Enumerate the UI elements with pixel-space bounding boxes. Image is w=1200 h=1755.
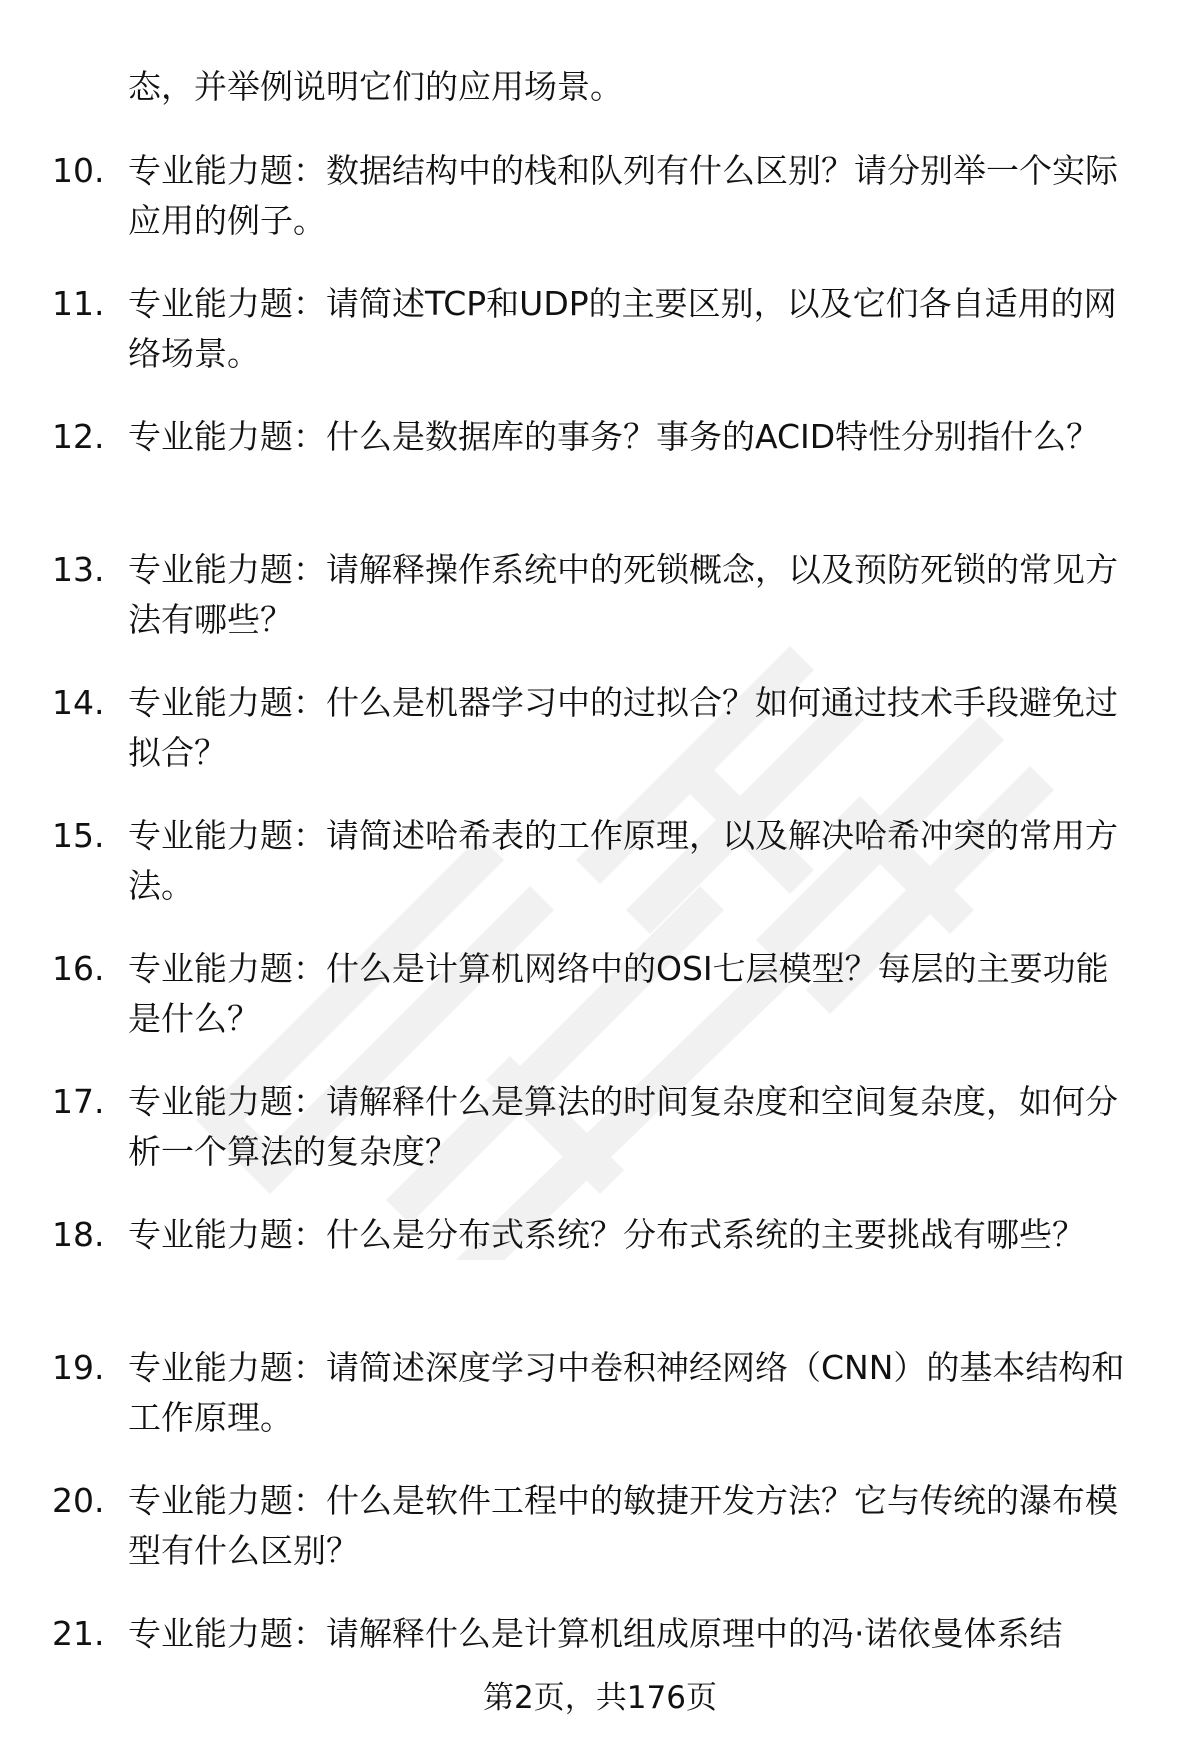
question-item xyxy=(0,146,1200,279)
question-number: 12. xyxy=(52,417,105,456)
question-number: 21. xyxy=(52,1614,105,1653)
question-number: 17. xyxy=(52,1082,105,1121)
question-number: 10. xyxy=(52,151,105,190)
question-number: 16. xyxy=(52,949,105,988)
question-item xyxy=(0,811,1200,944)
question-number: 15. xyxy=(52,816,105,855)
question-text: 专业能力题：请解释操作系统中的死锁概念，以及预防死锁的常见方法有哪些？ xyxy=(128,550,1118,639)
question-text: 专业能力题：什么是分布式系统？分布式系统的主要挑战有哪些？ xyxy=(128,1215,1085,1254)
question-number: 18. xyxy=(52,1215,105,1254)
question-item xyxy=(0,1077,1200,1210)
question-text: 专业能力题：请简述深度学习中卷积神经网络（CNN）的基本结构和工作原理。 xyxy=(128,1348,1125,1437)
question-text: 专业能力题：请简述TCP和UDP的主要区别，以及它们各自适用的网络场景。 xyxy=(128,284,1117,373)
question-text: 专业能力题：请简述哈希表的工作原理，以及解决哈希冲突的常用方法。 xyxy=(128,816,1118,905)
question-item xyxy=(0,944,1200,1077)
question-item xyxy=(0,545,1200,678)
question-item xyxy=(0,1476,1200,1609)
question-item xyxy=(0,678,1200,811)
question-text: 专业能力题：数据结构中的栈和队列有什么区别？请分别举一个实际应用的例子。 xyxy=(128,151,1118,240)
question-text: 专业能力题：什么是数据库的事务？事务的ACID特性分别指什么？ xyxy=(128,417,1100,456)
question-list xyxy=(0,146,1200,1742)
question-text: 专业能力题：请解释什么是计算机组成原理中的冯·诺依曼体系结 xyxy=(128,1614,1063,1653)
question-item xyxy=(0,1343,1200,1476)
question-text: 专业能力题：什么是计算机网络中的OSI七层模型？每层的主要功能是什么？ xyxy=(128,949,1109,1038)
question-text: 专业能力题：什么是软件工程中的敏捷开发方法？它与传统的瀑布模型有什么区别？ xyxy=(128,1481,1118,1570)
question-number: 19. xyxy=(52,1348,105,1387)
question-item xyxy=(0,412,1200,545)
question-number: 14. xyxy=(52,683,105,722)
question-text: 专业能力题：什么是机器学习中的过拟合？如何通过技术手段避免过拟合？ xyxy=(128,683,1118,772)
page-footer: 第2页，共176页 xyxy=(483,1680,717,1716)
question-number: 11. xyxy=(52,284,105,323)
question-item xyxy=(0,1210,1200,1343)
question-number: 13. xyxy=(52,550,105,589)
question-item xyxy=(0,279,1200,412)
question-text: 专业能力题：请解释什么是算法的时间复杂度和空间复杂度，如何分析一个算法的复杂度？ xyxy=(128,1082,1118,1171)
question-number: 20. xyxy=(52,1481,105,1520)
continuation-text: 态，并举例说明它们的应用场景。 xyxy=(128,67,623,106)
